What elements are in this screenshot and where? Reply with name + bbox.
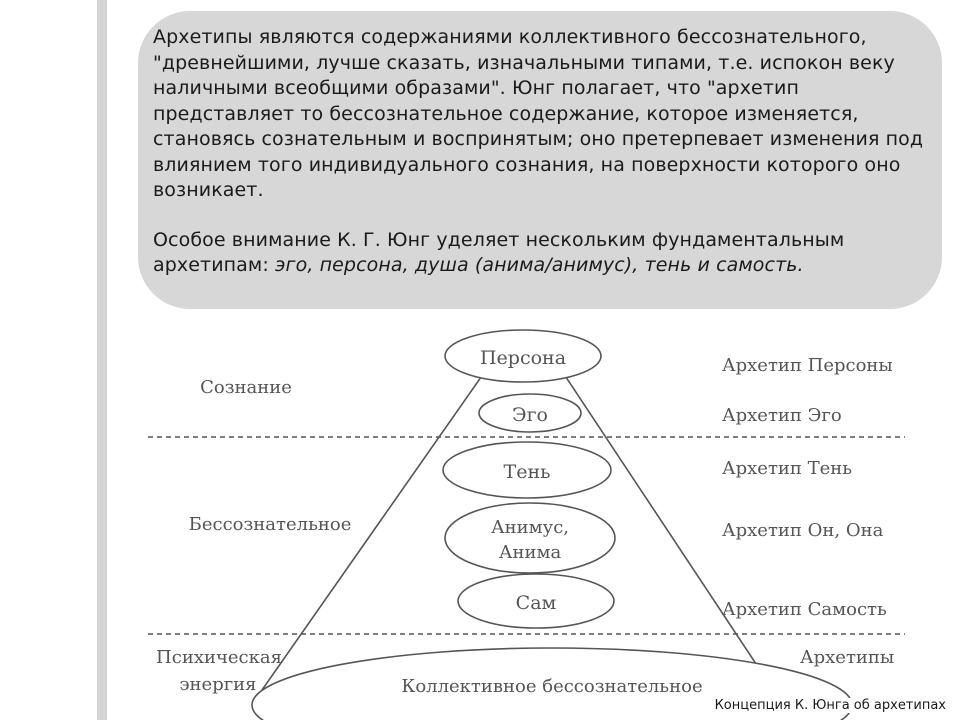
self-label: Сам bbox=[515, 592, 557, 614]
unconscious-label: Бессознательное bbox=[188, 514, 352, 535]
archetype-animus-label: Архетип Он, Она bbox=[722, 520, 884, 541]
psychic-energy-label-1: Психическая bbox=[156, 647, 282, 668]
archetype-self-label: Архетип Самость bbox=[722, 599, 887, 620]
consciousness-label: Сознание bbox=[200, 377, 292, 398]
collective-unconscious-label: Коллективное бессознательное bbox=[401, 676, 703, 697]
panel-paragraph-1: Архетипы являются содержаниями коллективного бессознательного, "древнейшими, лучше сказать, изначальными типами, т.е. испокон веку наличными всеобщими образами". Юнг полагает, что "архетип представляет то бессознательное содержание, которое изменяется, становясь сознательным и воспринятым; оно претерпевает изменения под влиянием того индивидуального сознания, на поверхности которого оно возникает. bbox=[153, 26, 924, 201]
archetype-list: эго, персона, душа (анима/анимус), тень и самость. bbox=[275, 254, 804, 276]
archetypes-label: Архетипы bbox=[800, 647, 895, 668]
ego-label: Эго bbox=[512, 404, 548, 426]
shadow-label: Тень bbox=[503, 461, 551, 483]
archetype-ego-label: Архетип Эго bbox=[722, 405, 842, 426]
panel-paragraph-2-text: Особое внимание К. Г. Юнг уделяет нескольким фундаментальным архетипам: bbox=[153, 228, 845, 276]
anima-label: Анима bbox=[498, 542, 562, 563]
psychic-energy-label-2: энергия bbox=[179, 674, 257, 695]
archetype-persona-label: Архетип Персоны bbox=[722, 355, 893, 376]
figure-caption: Концепция К. Юнга об архетипах bbox=[714, 698, 946, 713]
archetype-shadow-label: Архетип Тень bbox=[722, 458, 853, 479]
persona-label: Персона bbox=[479, 347, 567, 369]
animus-label: Анимус, bbox=[490, 517, 570, 538]
